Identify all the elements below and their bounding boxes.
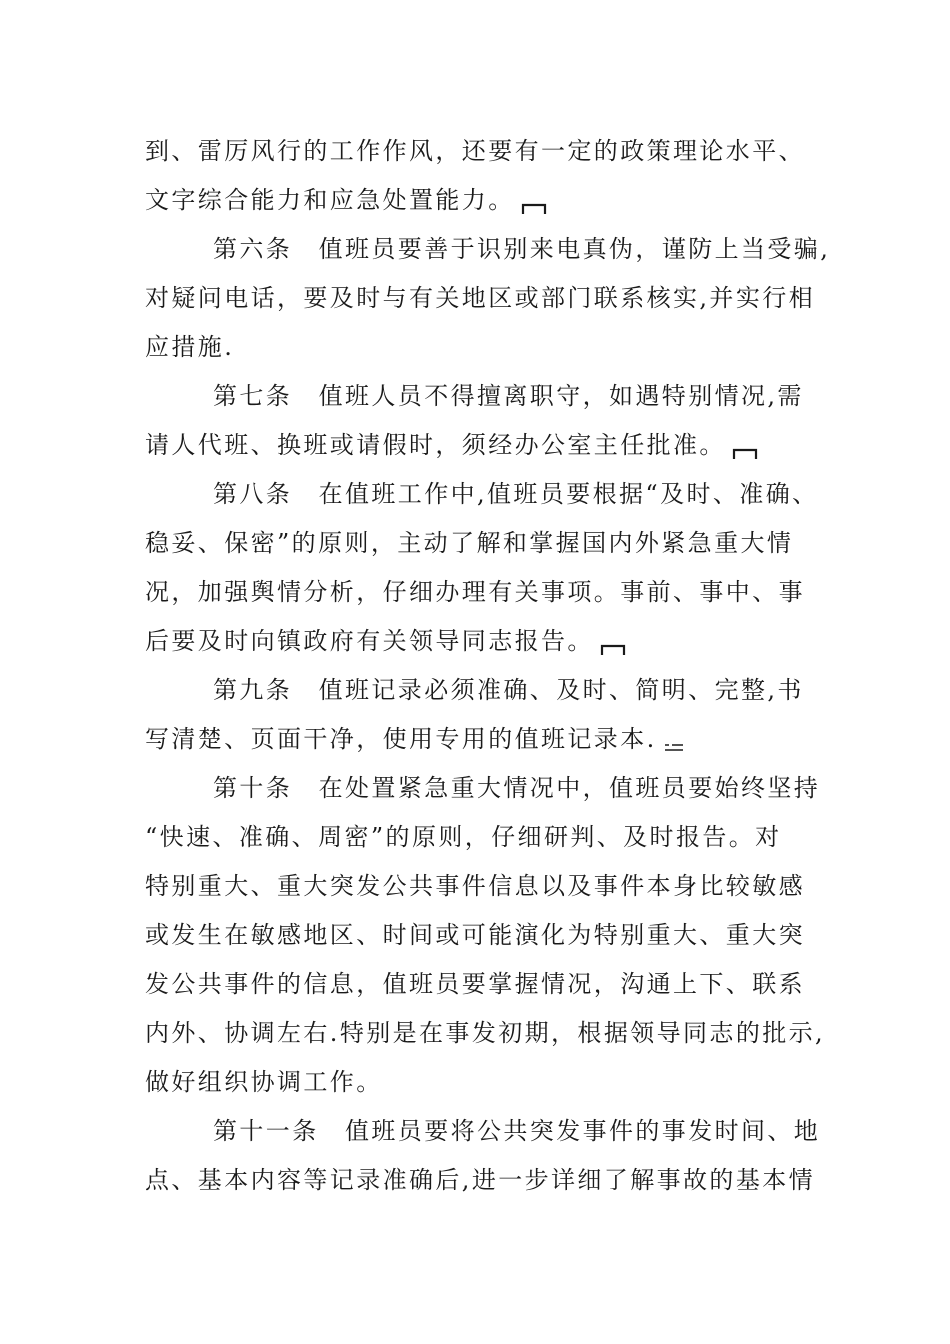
text-line [145, 911, 815, 960]
text-line [145, 813, 815, 862]
text-line [145, 1156, 815, 1205]
text-line [145, 519, 815, 568]
text-line-content: 况，加强舆情分析，仔细办理有关事项。事前、事中、事 [145, 578, 805, 606]
text-line [145, 568, 815, 617]
bracket-mark-icon [521, 183, 547, 232]
text-line-content: 应措施. [145, 333, 235, 361]
text-line [145, 1009, 826, 1058]
text-line [145, 1107, 821, 1156]
text-line-content: 到、雷厉风行的工作作风，还要有一定的政策理论水平、 [145, 137, 805, 165]
text-line [145, 225, 831, 274]
text-line-content: 第六条 值班员要善于识别来电真伪，谨防上当受骗, [213, 235, 831, 263]
text-line-content: 第十一条 值班员要将公共突发事件的事发时间、地 [213, 1117, 821, 1145]
text-line-content: 发公共事件的信息，值班员要掌握情况，沟通上下、联系 [145, 970, 805, 998]
text-line [145, 617, 815, 666]
text-line [145, 127, 815, 176]
text-line-content: 稳妥、保密”的原则，主动了解和掌握国内外紧急重大情 [145, 529, 794, 557]
text-line-content: 或发生在敏感地区、时间或可能演化为特别重大、重大突 [145, 921, 805, 949]
bracket-mark-icon [600, 624, 626, 673]
text-line-content: 文字综合能力和应急处置能力。 [145, 186, 515, 214]
text-line [145, 176, 815, 225]
text-line [145, 960, 815, 1009]
text-line-content: 内外、协调左右.特别是在事发初期，根据领导同志的批示, [145, 1019, 826, 1047]
text-line-content: 点、基本内容等记录准确后,进一步详细了解事故的基本情 [145, 1166, 816, 1194]
text-line [145, 862, 815, 911]
text-line-content: 写清楚、页面干净，使用专用的值班记录本. [145, 725, 657, 753]
text-line-content: 第九条 值班记录必须准确、及时、简明、完整,书 [213, 676, 804, 704]
text-line [145, 372, 815, 421]
document-body [145, 127, 831, 1205]
text-line [145, 421, 815, 470]
text-line [145, 323, 815, 372]
text-line-content: 第七条 值班人员不得擅离职守，如遇特别情况,需 [213, 382, 804, 410]
text-line [145, 1058, 815, 1107]
text-line-content: 特别重大、重大突发公共事件信息以及事件本身比较敏感 [145, 872, 805, 900]
text-line-content: 第八条 在值班工作中,值班员要根据“及时、准确、 [213, 480, 819, 508]
text-line [145, 470, 819, 519]
text-line-content: 第十条 在处置紧急重大情况中，值班员要始终坚持 [213, 774, 821, 802]
equals-mark-icon [663, 722, 685, 771]
text-line [145, 274, 815, 323]
bracket-mark-icon [732, 428, 758, 477]
text-line-content: 对疑问电话，要及时与有关地区或部门联系核实,并实行相 [145, 284, 816, 312]
text-line [145, 666, 815, 715]
text-line-content: 做好组织协调工作。 [145, 1068, 383, 1096]
text-line-content: “快速、准确、周密”的原则，仔细研判、及时报告。对 [145, 823, 782, 851]
text-line-content: 后要及时向镇政府有关领导同志报告。 [145, 627, 594, 655]
text-line-content: 请人代班、换班或请假时，须经办公室主任批准。 [145, 431, 726, 459]
text-line [145, 764, 821, 813]
text-line [145, 715, 815, 764]
